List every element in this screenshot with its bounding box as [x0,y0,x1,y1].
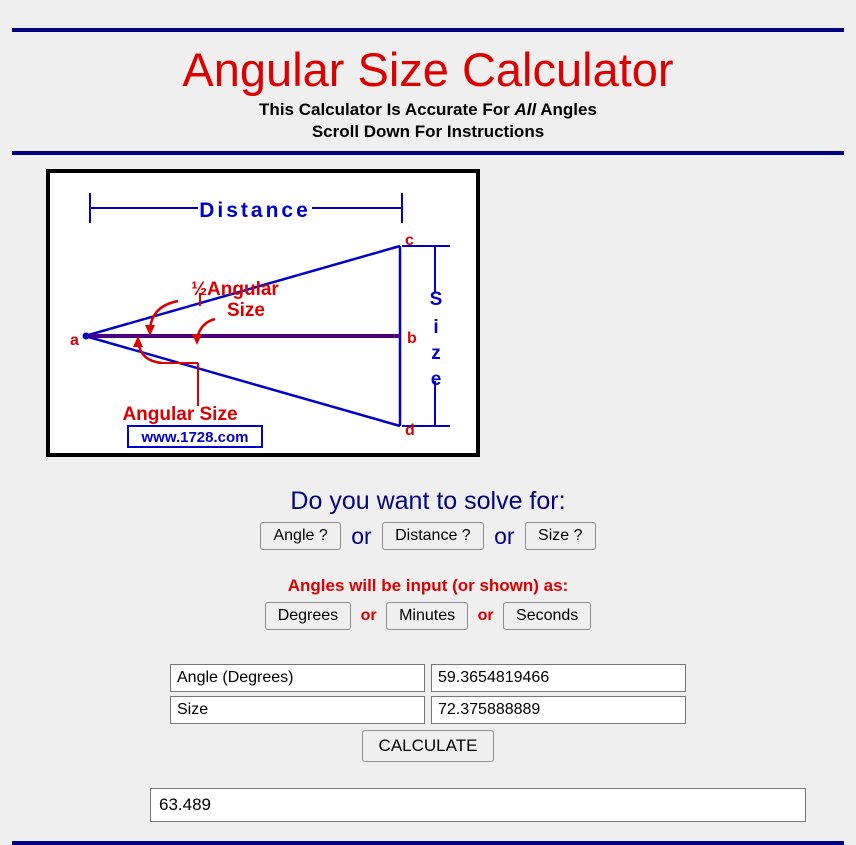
units-separator-2: or [477,607,494,624]
calculate-row [0,730,856,762]
top-divider [12,28,844,32]
subtitle-text-a: This Calculator Is Accurate For [259,100,515,119]
angle-units-button-row [0,602,856,630]
angle-label-input[interactable] [170,664,425,692]
solve-for-prompt: Do you want to solve for: [290,487,566,515]
subtitle-text-b: Angles [536,100,597,119]
input-fields [0,664,856,762]
field-row-size [0,696,856,724]
diagram-vertex-b: b [407,330,417,347]
bottom-divider [12,841,844,845]
diagram-watermark: www.1728.com [141,429,249,446]
result-input[interactable] [150,788,806,822]
size-value-input[interactable] [431,696,686,724]
diagram-half-angular-label-1: ½Angular [191,279,279,300]
page-subtitle [0,99,856,143]
field-row-angle [0,664,856,692]
diagram-vertex-d: d [405,422,415,439]
solve-separator-1: or [351,522,372,549]
calculate-button[interactable]: CALCULATE [362,730,495,762]
diagram-distance-label: Distance [199,199,311,222]
diagram-svg [50,173,476,453]
solve-for-button-row [0,522,856,550]
diagram-size-letter-s: S [429,289,443,310]
units-degrees-button[interactable]: Degrees [265,602,351,630]
diagram-angular-size-label: Angular Size [122,404,238,425]
units-seconds-button[interactable]: Seconds [503,602,591,630]
diagram-vertex-c: c [405,232,414,249]
solve-separator-2: or [494,522,515,549]
diagram-size-letter-i: i [433,317,439,338]
diagram-size-letter-z: z [431,343,441,364]
solve-angle-button[interactable]: Angle ? [260,522,340,550]
units-separator-1: or [360,607,377,624]
diagram-vertex-a: a [70,332,79,349]
size-label-input[interactable] [170,696,425,724]
solve-size-button[interactable]: Size ? [525,522,595,550]
result-row [150,788,856,822]
subtitle-text-italic: All [514,100,537,119]
subtitle-line-2: Scroll Down For Instructions [311,122,545,141]
units-minutes-button[interactable]: Minutes [386,602,468,630]
angular-size-diagram [46,169,480,457]
diagram-half-angular-label-2: Size [226,300,266,321]
angle-value-input[interactable] [431,664,686,692]
header-divider [12,151,844,155]
page-title: Angular Size Calculator [182,43,674,96]
diagram-size-letter-e: e [430,369,442,390]
subtitle-line-1 [0,99,856,121]
angle-units-prompt: Angles will be input (or shown) as: [287,576,569,595]
solve-distance-button[interactable]: Distance ? [382,522,484,550]
